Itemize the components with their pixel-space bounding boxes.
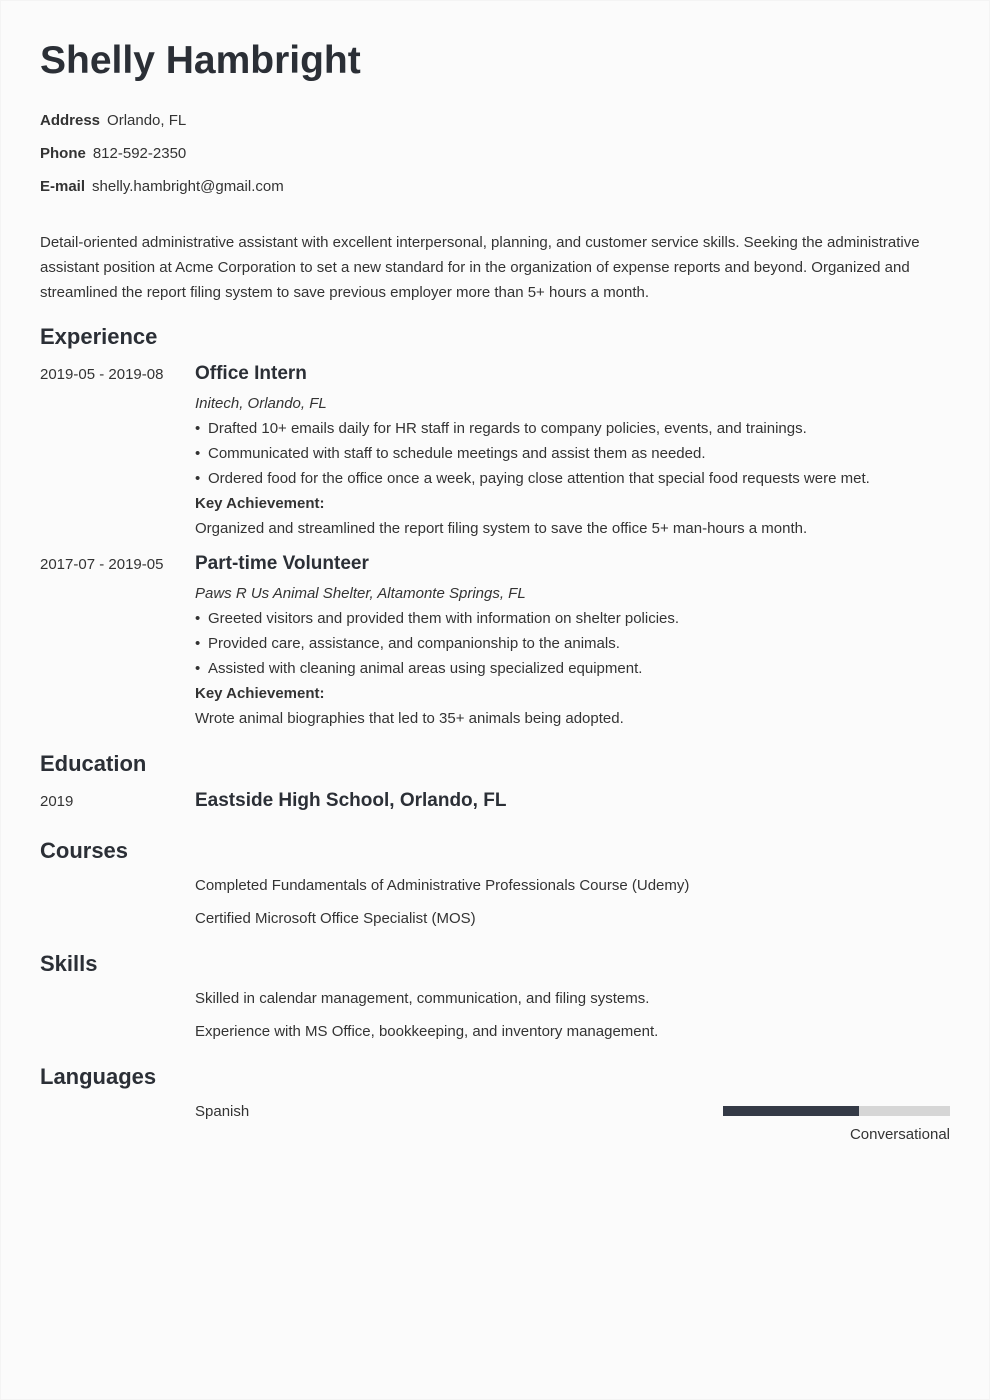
summary-text: Detail-oriented administrative assistant with excellent interpersonal, planning, and customer service skills. Seeking the administrative assistant position at Acme Corporation to set a new standard for in the organization of expense reports and beyond. Organized and streamlined the report filing system to save previous employer more than 5+ hours a month. bbox=[40, 234, 920, 301]
experience-heading: Experience bbox=[40, 324, 158, 349]
job-2-bullet: • Provided care, assistance, and companionship to the animals. bbox=[195, 635, 620, 652]
contact-email-value[interactable]: shelly.hambright@gmail.com bbox=[92, 178, 284, 195]
job-1-bullet: • Communicated with staff to schedule meetings and assist them as needed. bbox=[195, 445, 706, 462]
job-2-title: Part-time Volunteer bbox=[195, 553, 369, 574]
job-2-bullet: • Greeted visitors and provided them with information on shelter policies. bbox=[195, 610, 680, 627]
skills-heading: Skills bbox=[40, 951, 98, 976]
contact-address-value: Orlando, FL bbox=[107, 112, 187, 129]
language-proficiency-fill bbox=[723, 1106, 859, 1116]
job-1-title: Office Intern bbox=[195, 363, 307, 384]
language-level: Conversational bbox=[849, 1126, 950, 1143]
bullet-text: Communicated with staff to schedule meetings and assist them as needed. bbox=[208, 445, 706, 462]
candidate-name: Shelly Hambright bbox=[40, 39, 361, 82]
contact-address bbox=[40, 112, 186, 129]
bullet-text: Provided care, assistance, and companionship to the animals. bbox=[208, 635, 620, 652]
resume-page bbox=[1, 1, 989, 1399]
language-name: Spanish bbox=[195, 1103, 250, 1120]
languages-heading: Languages bbox=[40, 1064, 157, 1089]
job-2-dates: 2017-07 - 2019-05 bbox=[40, 556, 164, 573]
bullet-text: Greeted visitors and provided them with information on shelter policies. bbox=[208, 610, 680, 627]
course-item: Certified Microsoft Office Specialist (MOS) bbox=[195, 910, 476, 927]
job-1-bullet: • Drafted 10+ emails daily for HR staff in regards to company policies, events, and trainings. bbox=[195, 420, 807, 437]
job-1-company: Initech, Orlando, FL bbox=[195, 395, 327, 412]
bullet-text: Ordered food for the office once a week, paying close attention that special food requests were met. bbox=[208, 470, 870, 487]
education-title: Eastside High School, Orlando, FL bbox=[195, 790, 507, 811]
skill-item: Experience with MS Office, bookkeeping, and inventory management. bbox=[195, 1023, 659, 1040]
bullet-text: Drafted 10+ emails daily for HR staff in regards to company policies, events, and trainings. bbox=[208, 420, 807, 437]
job-1-key-achievement-text: Organized and streamlined the report filing system to save the office 5+ man-hours a month. bbox=[195, 520, 808, 537]
skill-item: Skilled in calendar management, communication, and filing systems. bbox=[195, 990, 650, 1007]
courses-heading: Courses bbox=[40, 838, 129, 863]
job-1-dates: 2019-05 - 2019-08 bbox=[40, 366, 164, 383]
course-item: Completed Fundamentals of Administrative Professionals Course (Udemy) bbox=[195, 877, 690, 894]
contact-phone bbox=[40, 145, 186, 162]
language-proficiency-bar bbox=[723, 1106, 950, 1116]
education-year: 2019 bbox=[40, 793, 74, 810]
contact-address-label: Address bbox=[40, 112, 101, 129]
contact-phone-value: 812-592-2350 bbox=[92, 145, 187, 162]
contact-phone-label: Phone bbox=[40, 145, 86, 162]
contact-email-label: E-mail bbox=[40, 178, 86, 195]
job-2-bullet: • Assisted with cleaning animal areas using specialized equipment. bbox=[195, 660, 643, 677]
job-2-company: Paws R Us Animal Shelter, Altamonte Springs, FL bbox=[195, 585, 526, 602]
job-2-key-achievement-label: Key Achievement: bbox=[195, 685, 325, 702]
education-heading: Education bbox=[40, 751, 147, 776]
bullet-text: Assisted with cleaning animal areas using specialized equipment. bbox=[208, 660, 643, 677]
contact-email bbox=[40, 178, 284, 195]
job-1-key-achievement-label: Key Achievement: bbox=[195, 495, 325, 512]
job-2-key-achievement-text: Wrote animal biographies that led to 35+ animals being adopted. bbox=[195, 710, 624, 727]
job-1-bullet: • Ordered food for the office once a week, paying close attention that special food requests were met. bbox=[195, 470, 870, 487]
